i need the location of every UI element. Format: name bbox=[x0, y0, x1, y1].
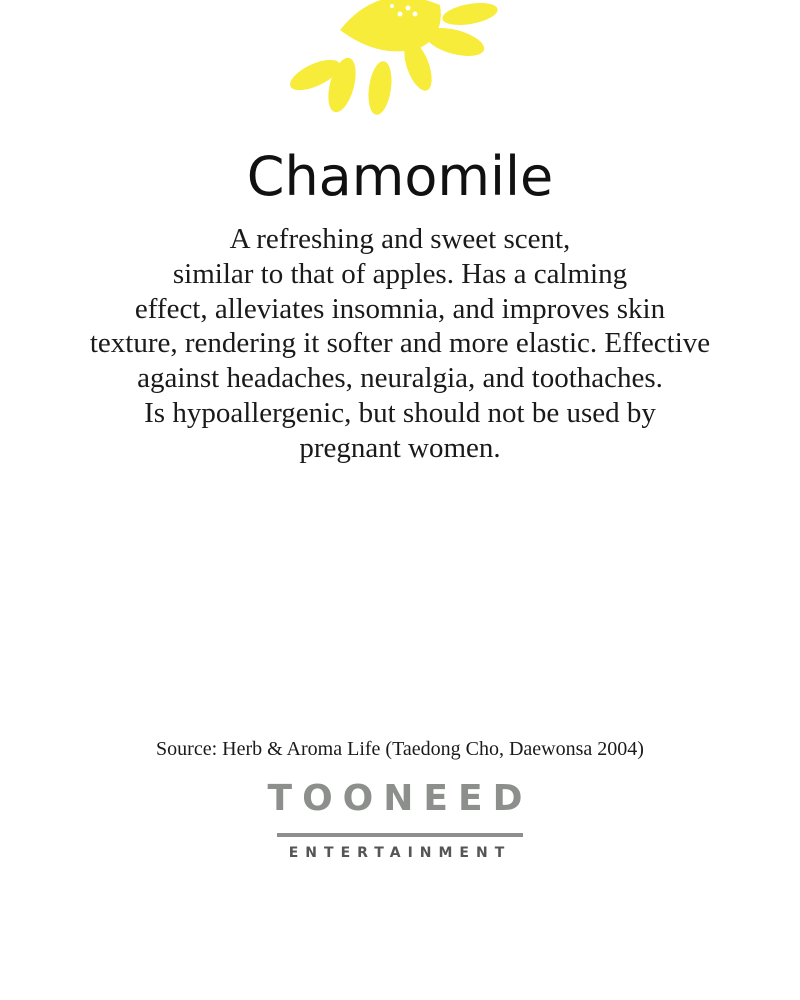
description bbox=[0, 222, 800, 466]
logo-subtitle: ENTERTAINMENT bbox=[288, 845, 512, 861]
page-title: Chamomile bbox=[246, 145, 554, 208]
description-line: against headaches, neuralgia, and toothaches. bbox=[137, 362, 663, 395]
source-citation: Source: Herb & Aroma Life (Taedong Cho, Daewonsa 2004) bbox=[156, 738, 644, 760]
logo-divider bbox=[277, 833, 523, 837]
description-line: similar to that of apples. Has a calming bbox=[172, 257, 628, 290]
description-line: pregnant women. bbox=[299, 431, 501, 464]
chamomile-flower-icon bbox=[270, 0, 530, 120]
description-line: effect, alleviates insomnia, and improves skin bbox=[134, 292, 666, 325]
description-line: A refreshing and sweet scent, bbox=[229, 223, 571, 255]
description-line: texture, rendering it softer and more elastic. Effective bbox=[89, 327, 711, 360]
logo-wordmark: TOONEED bbox=[267, 778, 533, 819]
description-line: Is hypoallergenic, but should not be used by bbox=[144, 396, 656, 429]
